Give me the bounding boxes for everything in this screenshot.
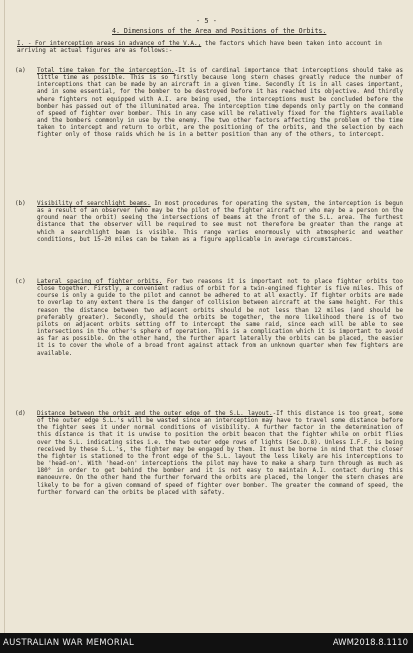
paragraph-a bbox=[15, 68, 404, 140]
accession-number: AWM2018.8.1110 bbox=[332, 638, 408, 648]
paragraph-label: (a) bbox=[15, 68, 26, 74]
paragraph-title: Distance between the orbit and the outer edge of the S.L. layout. bbox=[37, 411, 273, 417]
archive-footer bbox=[0, 633, 413, 653]
collection-name: AUSTRALIAN WAR MEMORIAL bbox=[3, 638, 135, 648]
paragraph-d bbox=[15, 411, 403, 497]
page-number: - 5 - bbox=[195, 17, 218, 25]
intro-lead: I. - For interception areas in advance of the V.A., bbox=[17, 40, 202, 47]
intro-text: the factors which have been taken into account in arriving at actual figures are as follows:- bbox=[17, 40, 382, 55]
intro-paragraph bbox=[17, 40, 401, 54]
paragraph-c bbox=[15, 279, 403, 358]
paragraph-title: Visibility of searchlight beams. bbox=[37, 201, 151, 207]
paragraph-label: (d) bbox=[15, 411, 26, 417]
paragraph-title: Lateral spacing of fighter orbits. bbox=[37, 279, 163, 285]
paragraph-body: For two reasons it is important not to place fighter orbits too close together. Firstly, a convenient radius of orbit for a twin-engined fighter is five miles. This of course is only a guide to the pilot and cannot be adhered to at all exactly. If fighter orbits are made to overlap to any extent there is the danger of collision between aircraft at the same height. For this reason the distance between two adjacent orbits should be not less than 12 miles (and should be preferably greater). Secondly, should the orbits be together, the more likelihood there is of two pilots on adjacent orbits setting off to intercept the same raid, since each will be able to see intersections in the other's sphere of operation. This is a complication which it is important to avoid as far as possible. On the other hand, the further apart laterally the orbits can be placed, the easier it is to cover the whole of a broad front against attack from an unknown quarter when few fighters are available. bbox=[37, 279, 403, 357]
paragraph-body: In most procedures for operating the system, the interception is begun as a result of an observer (who may be the pilot of the fighter aircraft or who may be a person on the ground near the orbit) seeing the intersections of beams at the front of the S.L. area. The furthest distance that the observer will be required to see must not therefore be greater than the range at which a searchlight beam is visible. This range varies enormously with atmospheric and weather conditions, but 15-20 miles can be taken as a figure applicable in average circumstances. bbox=[37, 201, 403, 243]
paragraph-label: (b) bbox=[15, 201, 26, 207]
paragraph-label: (c) bbox=[15, 279, 26, 285]
paragraph-title: Total time taken for the interception. bbox=[37, 68, 175, 74]
paragraph-b bbox=[15, 201, 403, 244]
section-heading: 4. Dimensions of the Area and Positions of the Orbits. bbox=[112, 27, 327, 35]
paragraph-body: -If this distance is too great, some of the outer edge S.L.'s will be wasted since an interception may have to travel some distance before the fighter sees it under normal conditions of visibility. A further factor in the determination of this distance is that it is unwise to position the orbit beacon that the fighter while on orbit flies over the S.L. indicating sites i.e. the two outer edge rows of lights (Sec.D.8). Unless I.F.F. is being received by these S.L.'s, the fighter may be engaged by them. It must be borne in mind that the closer the fighter is stationed to the front edge of the S.L. layout the less likely are his interceptions to be 'head-on'. With 'head-on' interceptions the pilot may have to make a sharp turn through as much as 180° in order to get behind the bomber and it is not easy to maintain A.I. contact during this manoeuvre. On the other hand the further forward the orbits are placed, the longer the stern chases are likely to be for a given command of speed of fighter over bomber. The greater the command of speed, the further forward can the orbits be placed with safety. bbox=[37, 411, 403, 496]
paragraph-body: -It is of cardinal importance that interceptions should take as little time as possible. This is so firstly because long stern chases greatly reduce the number of interceptions that can be made by an aircraft in a given time. Secondly it is in all cases important, and in some essential, for the bomber to be destroyed before it has reached its objective. And thirdly where fighters not equipped with A.I. are being used, the interceptions must be concluded before the bomber has passed out of the illuminated area. The interception time depends only partly on the command of speed of fighter over bomber. This in any case will be relatively fixed for the fighters available and the bombers commonly in use by the enemy. The two other factors affecting the problem of the time taken to intercept and return to orbit, are the positioning of the orbits, and the selection by each fighter only of those raids which he is in a better position than any of the others, to intercept. bbox=[37, 68, 404, 139]
